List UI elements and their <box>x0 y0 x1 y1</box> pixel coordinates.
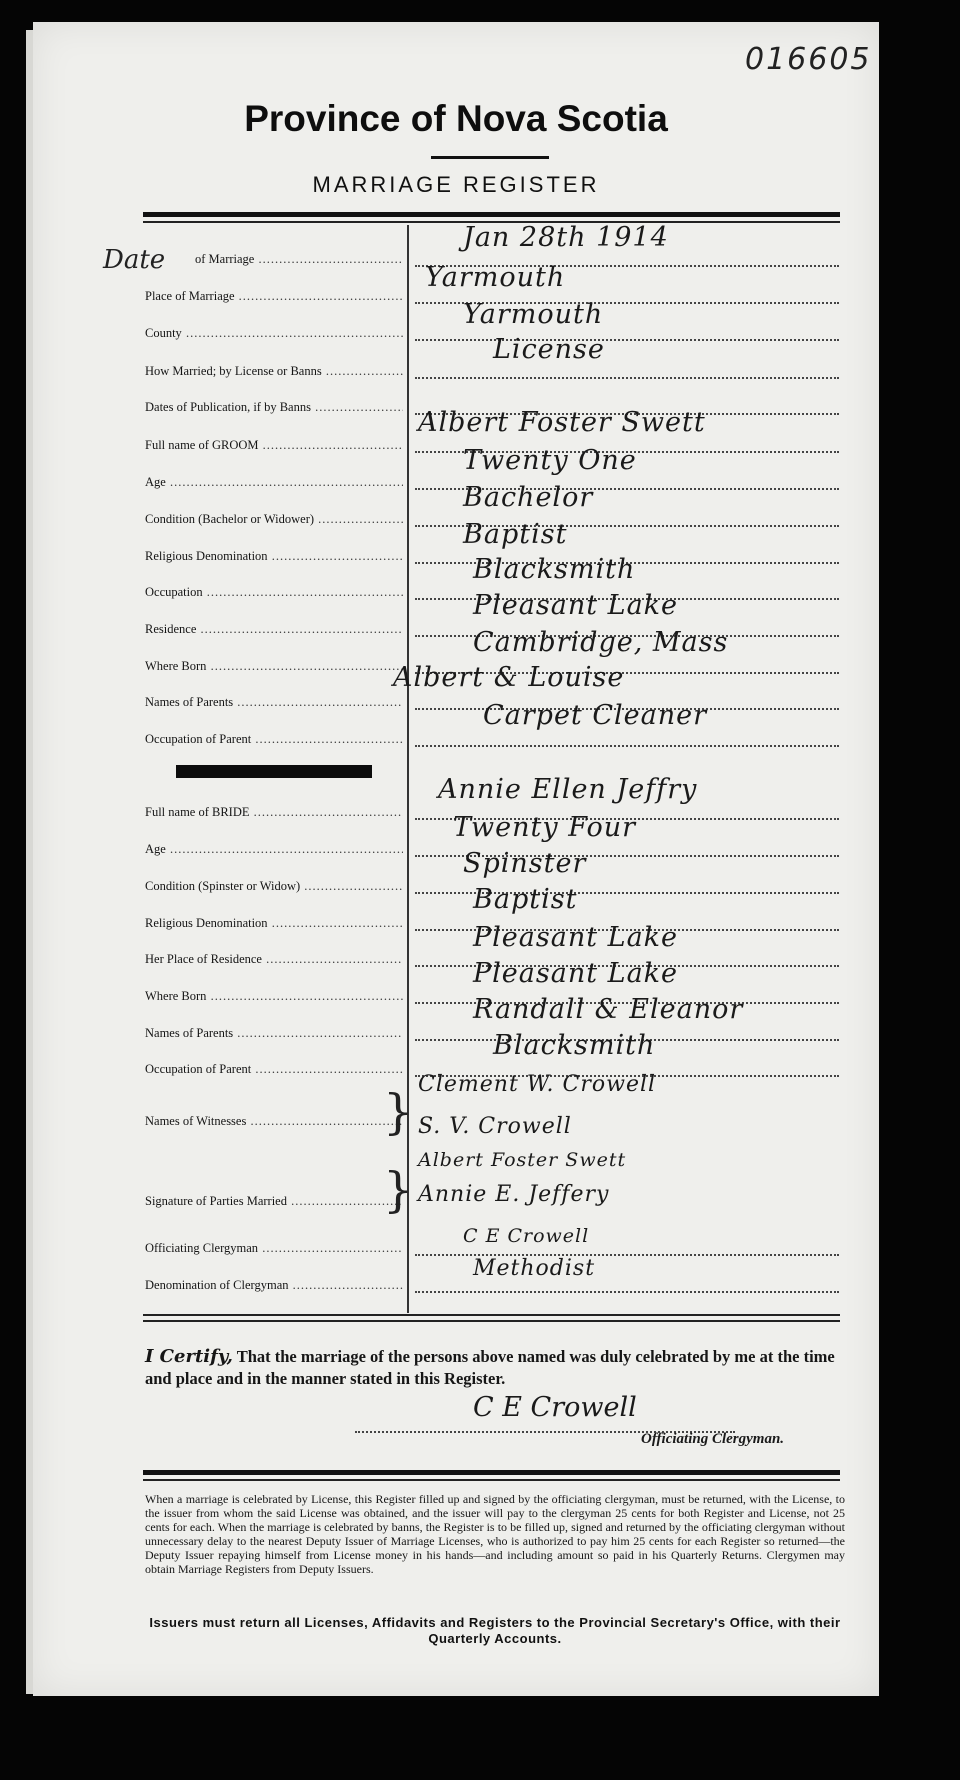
signatures-brace: } <box>383 1162 414 1218</box>
clergyman-signature: C E Crowell <box>473 1392 637 1423</box>
groom-religion-value: Baptist <box>463 519 568 550</box>
groom-residence-value: Pleasant Lake <box>473 590 679 621</box>
bride-signature: Annie E. Jeffery <box>418 1182 610 1207</box>
bride-condition-label: Condition (Spinster or Widow) ..... <box>145 879 403 894</box>
footer-rule-thin <box>143 1479 840 1481</box>
certify-rule <box>143 1314 840 1316</box>
header-rule <box>143 212 840 217</box>
certification-text <box>145 1346 845 1390</box>
bride-name-label: Full name of BRIDE ..... <box>145 805 403 820</box>
bride-religion-label: Religious Denomination ..... <box>145 916 403 931</box>
entry-line <box>415 1291 839 1293</box>
witnesses-label: Names of Witnesses ..... <box>145 1114 403 1129</box>
bride-parent-occupation-value: Blacksmith <box>493 1030 656 1061</box>
officiating-clergyman-value: C E Crowell <box>463 1225 590 1247</box>
bride-parents-value: Randall & Eleanor <box>473 994 744 1025</box>
bride-age-value: Twenty Four <box>453 812 637 843</box>
certify-body: That the marriage of the persons above named was duly celebrated by me at the time and place and in the manner stated in this Register. <box>145 1347 835 1388</box>
title-underline <box>431 156 549 159</box>
bride-condition-value: Spinster <box>463 848 587 879</box>
groom-parent-occupation-label: Occupation of Parent ..... <box>145 732 403 747</box>
marriage-date-value: Jan 28th 1914 <box>463 222 669 253</box>
groom-condition-label: Condition (Bachelor or Widower) ..... <box>145 512 403 527</box>
groom-birthplace-label: Where Born ..... <box>145 659 403 674</box>
groom-birthplace-value: Cambridge, Mass <box>473 627 729 658</box>
certify-rule <box>143 1320 840 1322</box>
entry-line <box>415 745 839 747</box>
bride-section-bar <box>176 765 372 778</box>
groom-age-value: Twenty One <box>463 445 637 476</box>
groom-residence-label: Residence ..... <box>145 622 403 637</box>
groom-occupation-value: Blacksmith <box>473 554 636 585</box>
signature-caption: Officiating Clergyman. <box>641 1431 785 1447</box>
entry-line <box>415 377 839 379</box>
register-sheet <box>33 22 879 1696</box>
clergy-denomination-label: Denomination of Clergyman ..... <box>145 1278 403 1293</box>
clergy-denomination-value: Methodist <box>473 1256 596 1281</box>
instructions-text: When a marriage is celebrated by License, this Register filled up and signed by the officiating clergyman, must be returned, with the License, to the issuer from whom the said License was obtained, and the issuer will pay to the clergyman 25 cents for both Register and License, not 25 cents for each. When the marriage is celebrated by banns, the Register is to be filled up, signed and returned by the officiating clergyman without unnecessary delay to the nearest Deputy Issuer of Marriage Licenses, who is authorized to pay him 25 cents for each Register so returned—the Deputy Issuer repaying himself from License money in his hands—and including amount so paid in his Quarterly Returns. Clergymen may obtain Marriage Registers from Deputy Issuers. <box>145 1492 845 1576</box>
bride-birthplace-label: Where Born ..... <box>145 989 403 1004</box>
place-of-marriage-value: Yarmouth <box>425 262 566 293</box>
bride-religion-value: Baptist <box>473 884 578 915</box>
groom-signature: Albert Foster Swett <box>418 1149 627 1171</box>
bride-parents-label: Names of Parents ..... <box>145 1026 403 1041</box>
groom-condition-value: Bachelor <box>463 482 594 513</box>
how-married-value: License <box>493 334 605 365</box>
witnesses-brace: } <box>383 1084 414 1140</box>
publication-dates-label: Dates of Publication, if by Banns ..... <box>145 400 403 415</box>
place-of-marriage-label: Place of Marriage ..... <box>145 289 403 304</box>
groom-parents-label: Names of Parents ..... <box>145 695 403 710</box>
issuers-notice: Issuers must return all Licenses, Affidavits and Registers to the Provincial Secretary's Office, with their Quarterly Accounts. <box>149 1615 841 1646</box>
bride-age-label: Age ..... <box>145 842 403 857</box>
how-married-label: How Married; by License or Banns ..... <box>145 364 403 379</box>
form-number: 016605 <box>745 42 872 77</box>
groom-name-value: Albert Foster Swett <box>418 407 706 438</box>
officiating-clergyman-label: Officiating Clergyman ..... <box>145 1241 403 1256</box>
register-title: MARRIAGE REGISTER <box>312 172 600 197</box>
groom-religion-label: Religious Denomination ..... <box>145 549 403 564</box>
bride-residence-label: Her Place of Residence ..... <box>145 952 403 967</box>
county-value: Yarmouth <box>463 299 604 330</box>
footer-rule <box>143 1470 840 1475</box>
groom-occupation-label: Occupation ..... <box>145 585 403 600</box>
column-divider <box>407 225 409 1313</box>
bride-birthplace-value: Pleasant Lake <box>473 958 679 989</box>
bride-name-value: Annie Ellen Jeffry <box>438 774 698 805</box>
certify-lead: I Certify, <box>145 1346 233 1367</box>
marriage-date-label: of Marriage ..... <box>195 252 403 267</box>
witness-1-value: Clement W. Crowell <box>418 1072 657 1097</box>
entry-line <box>415 339 839 341</box>
margin-note: Date <box>103 245 166 275</box>
groom-name-label: Full name of GROOM ..... <box>145 438 403 453</box>
groom-parent-occupation-value: Carpet Cleaner <box>483 700 708 731</box>
witness-2-value: S. V. Crowell <box>418 1114 572 1139</box>
groom-age-label: Age ..... <box>145 475 403 490</box>
bride-residence-value: Pleasant Lake <box>473 922 679 953</box>
bride-parent-occupation-label: Occupation of Parent ..... <box>145 1062 403 1077</box>
county-label: County ..... <box>145 326 403 341</box>
groom-parents-value: Albert & Louise <box>393 662 625 693</box>
signatures-label: Signature of Parties Married ..... <box>145 1194 403 1209</box>
province-title: Province of Nova Scotia <box>244 98 668 139</box>
